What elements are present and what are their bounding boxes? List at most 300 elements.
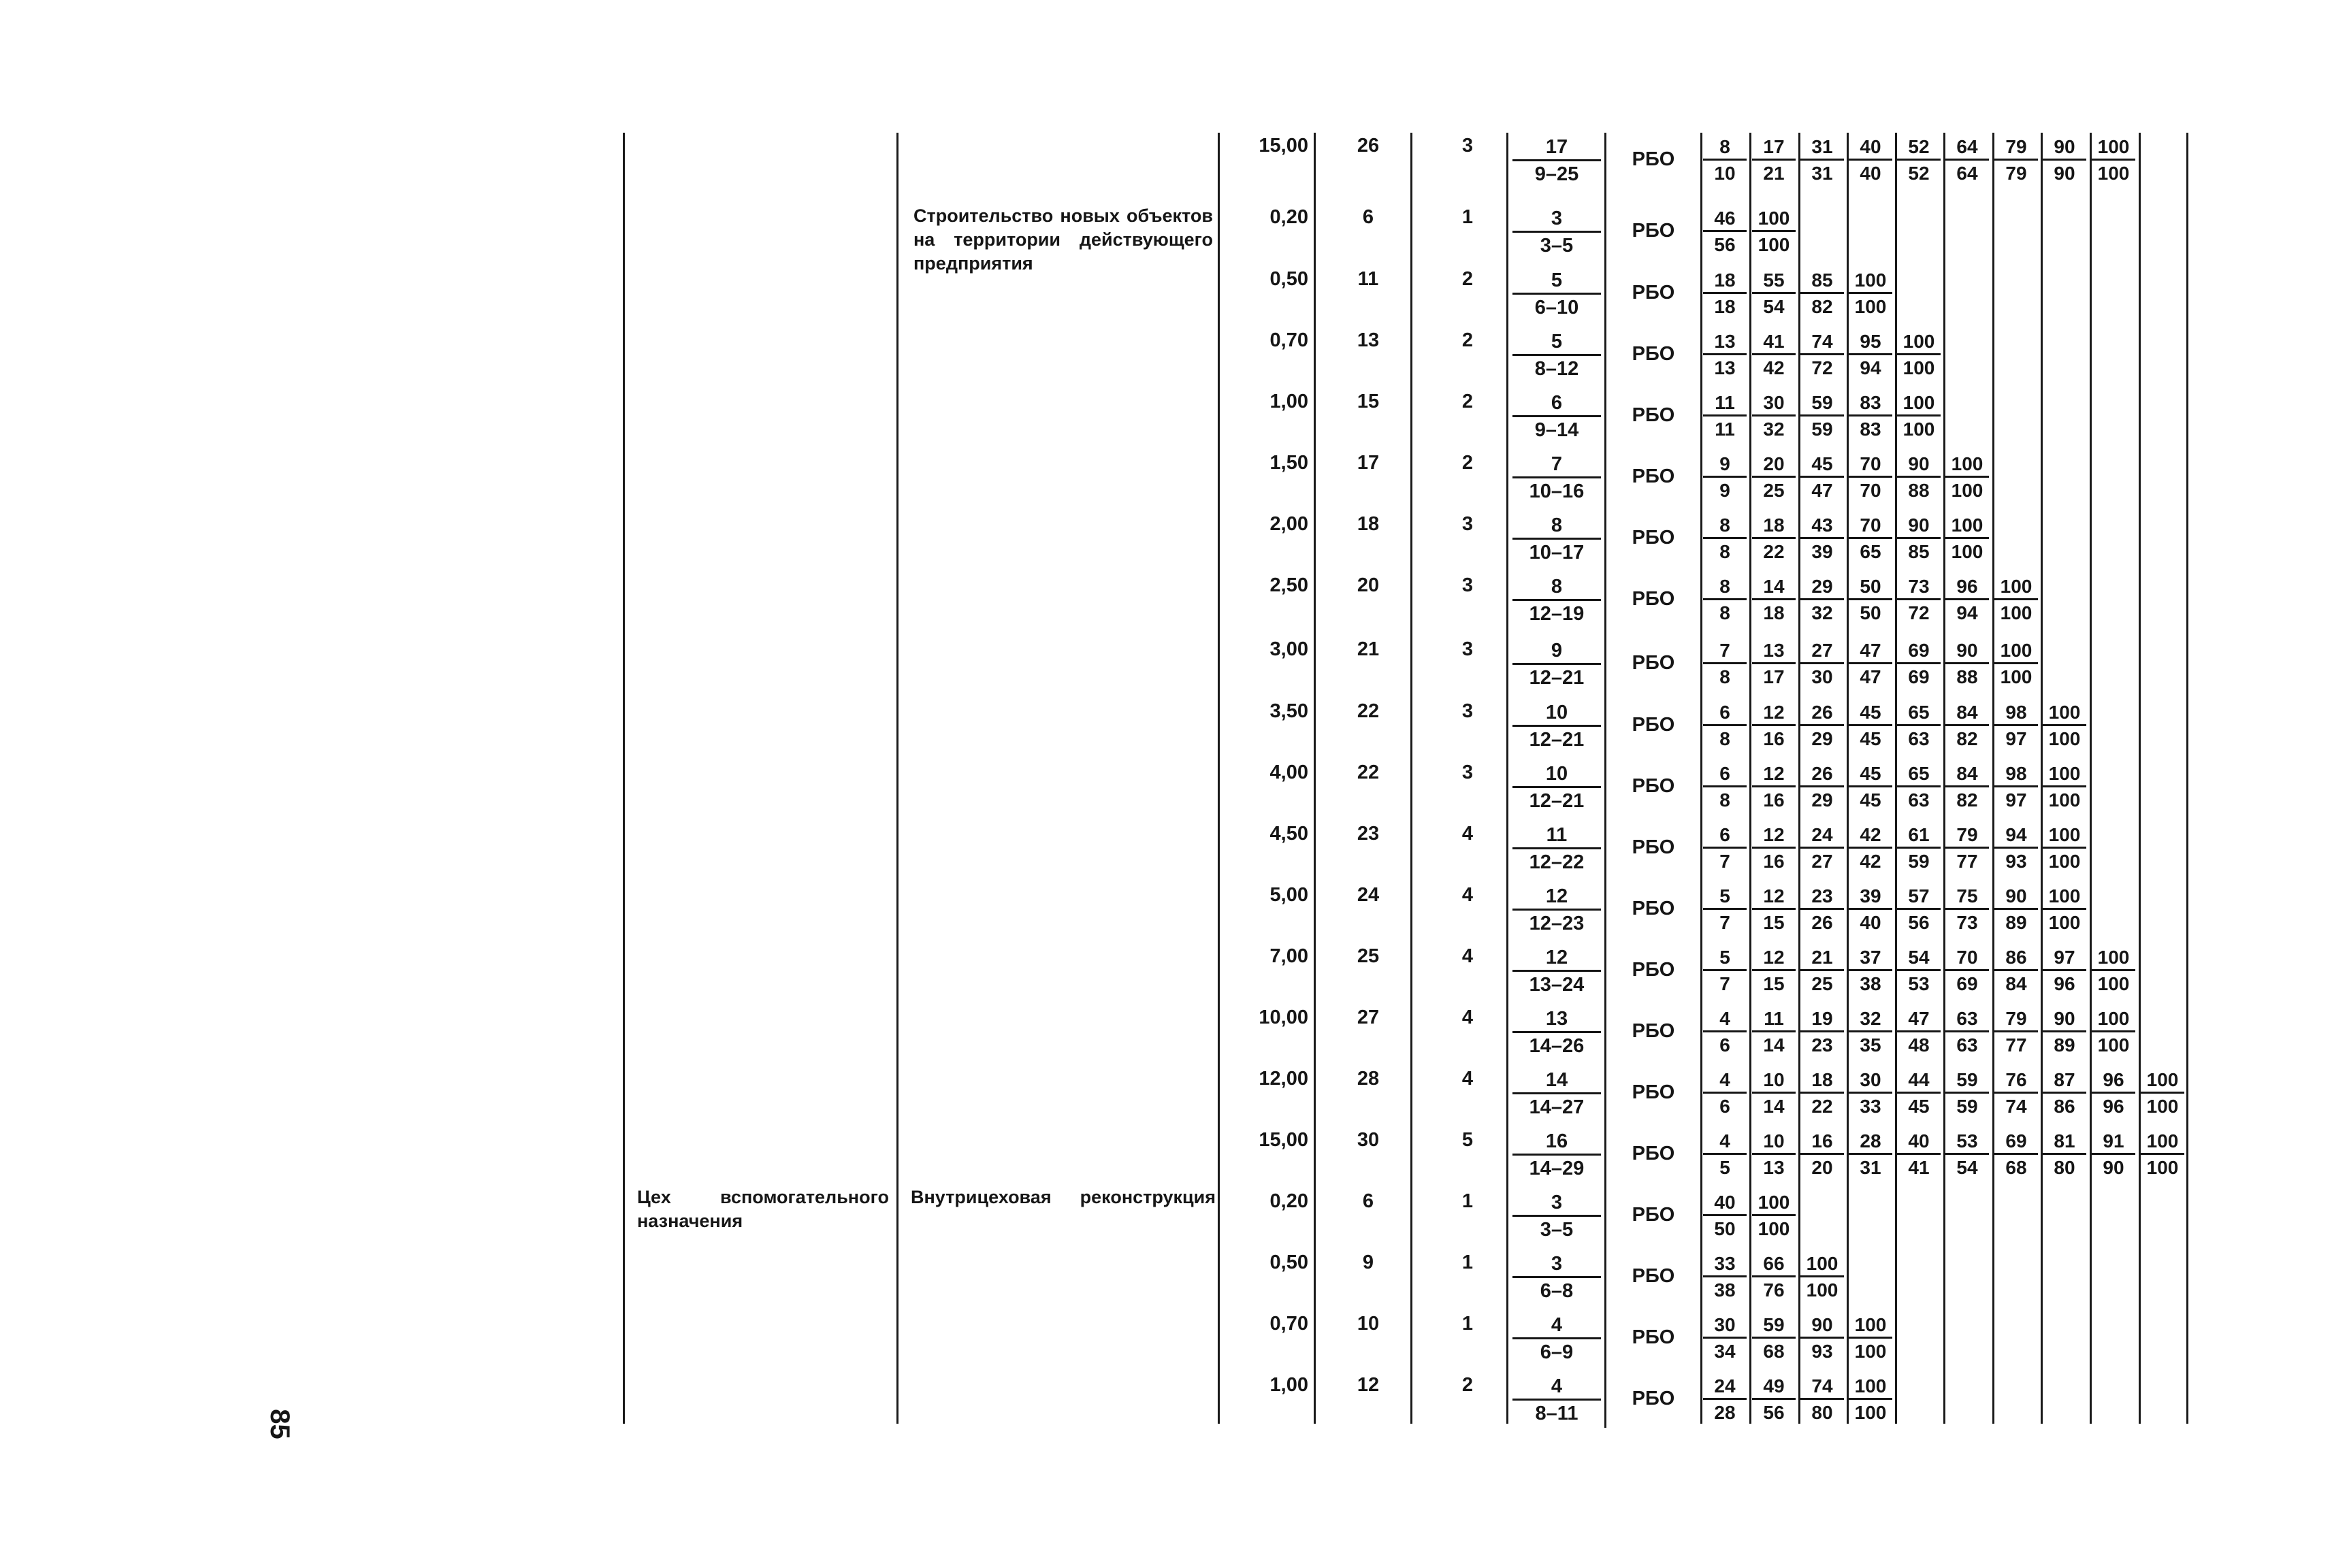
fraction-bar <box>1512 970 1601 972</box>
percent-cell <box>1800 764 1844 810</box>
percent-bottom: 100 <box>2000 602 2033 623</box>
percent-bar <box>1945 662 1989 664</box>
percent-cell <box>1752 393 1796 439</box>
percent-top: 65 <box>1908 763 1930 784</box>
percent-bottom: 29 <box>1811 728 1833 749</box>
rbo-label: РБО <box>1632 1388 1675 1409</box>
percent-bar <box>1703 785 1747 787</box>
duration-value: 23 <box>1357 823 1380 845</box>
percent-bottom: 74 <box>2005 1096 2027 1117</box>
percent-top: 21 <box>1811 947 1833 968</box>
column-rule <box>623 133 625 1424</box>
percent-cell <box>1945 887 1989 932</box>
duration-value: 12 <box>1357 1374 1380 1396</box>
rbo-label: РБО <box>1632 1204 1675 1226</box>
percent-bar <box>1994 662 2038 664</box>
duration-value: 21 <box>1357 638 1380 660</box>
percent-bottom: 31 <box>1811 163 1833 184</box>
percent-cell <box>1897 332 1941 378</box>
percent-top: 44 <box>1908 1069 1930 1090</box>
column-rule <box>896 133 898 1424</box>
percent-top: 8 <box>1719 576 1730 597</box>
percent-top: 11 <box>1764 1008 1784 1029</box>
percent-bar <box>1752 908 1796 910</box>
preparation-period-value: 3 <box>1461 574 1474 596</box>
percent-bar <box>1849 847 1892 849</box>
preparation-period-value: 3 <box>1461 638 1474 660</box>
percent-bottom: 40 <box>1860 163 1881 184</box>
cost-value: 4,50 <box>1269 823 1308 845</box>
percent-top: 70 <box>1860 453 1881 474</box>
percent-bar <box>1849 662 1892 664</box>
percent-cell <box>1752 1193 1796 1239</box>
percent-bar <box>1703 598 1747 600</box>
percent-bar <box>1994 785 2038 787</box>
cost-value: 0,70 <box>1269 1313 1308 1335</box>
duration-value: 28 <box>1357 1068 1380 1090</box>
percent-cell <box>1945 764 1989 810</box>
installation-fraction <box>1512 703 1601 750</box>
percent-top: 13 <box>1714 331 1736 352</box>
percent-bottom: 100 <box>1951 541 1983 562</box>
percent-bar <box>1800 1275 1844 1277</box>
percent-top: 45 <box>1811 453 1833 474</box>
percent-bottom: 100 <box>2097 973 2130 994</box>
percent-bottom: 97 <box>2005 789 2027 811</box>
percent-top: 57 <box>1908 885 1930 906</box>
percent-top: 95 <box>1860 331 1881 352</box>
percent-bottom: 38 <box>1860 973 1881 994</box>
percent-top: 45 <box>1860 763 1881 784</box>
duration-value: 6 <box>1362 206 1374 228</box>
column-rule <box>2186 133 2188 1424</box>
duration-value: 30 <box>1357 1129 1380 1151</box>
percent-bar <box>1945 476 1989 478</box>
percent-top: 30 <box>1860 1069 1881 1090</box>
percent-bar <box>1800 476 1844 478</box>
percent-cell <box>1994 1132 2038 1177</box>
percent-bottom: 6 <box>1719 1096 1730 1117</box>
percent-bottom: 50 <box>1714 1218 1736 1239</box>
percent-cell <box>1800 1132 1844 1177</box>
percent-bottom: 100 <box>1854 296 1887 317</box>
percent-cell <box>1849 516 1892 561</box>
percent-top: 90 <box>1908 453 1930 474</box>
percent-top: 37 <box>1860 947 1881 968</box>
percent-bar <box>1994 724 2038 726</box>
percent-bottom: 31 <box>1860 1157 1881 1178</box>
installation-fraction <box>1512 209 1601 256</box>
percent-bottom: 82 <box>1956 789 1978 811</box>
fraction-denominator: 14–29 <box>1529 1158 1585 1179</box>
percent-bar <box>2043 1030 2086 1032</box>
percent-top: 100 <box>1854 270 1887 291</box>
fraction-bar <box>1512 1031 1601 1033</box>
percent-top: 100 <box>1951 453 1983 474</box>
percent-bar <box>1897 908 1941 910</box>
percent-top: 47 <box>1860 640 1881 661</box>
percent-top: 23 <box>1811 885 1833 906</box>
installation-fraction <box>1512 1132 1601 1179</box>
percent-bar <box>1800 1153 1844 1155</box>
percent-bar <box>1800 353 1844 355</box>
percent-top: 39 <box>1860 885 1881 906</box>
percent-bottom: 77 <box>2005 1034 2027 1056</box>
percent-bottom: 25 <box>1811 973 1833 994</box>
percent-cell <box>1703 641 1747 687</box>
percent-top: 79 <box>1956 824 1978 845</box>
preparation-period-value: 1 <box>1461 206 1474 228</box>
percent-top: 40 <box>1860 136 1881 157</box>
percent-bottom: 8 <box>1719 602 1730 623</box>
fraction-denominator: 12–22 <box>1529 851 1585 873</box>
percent-bottom: 86 <box>2054 1096 2075 1117</box>
percent-cell <box>1897 516 1941 561</box>
rbo-label: РБО <box>1632 775 1675 797</box>
percent-top: 70 <box>1860 514 1881 536</box>
percent-bar <box>1994 1153 2038 1155</box>
cost-value: 2,50 <box>1269 574 1308 596</box>
percent-cell <box>1897 703 1941 749</box>
percent-top: 98 <box>2005 702 2027 723</box>
percent-cell <box>1703 703 1747 749</box>
preparation-period-value: 2 <box>1461 329 1474 351</box>
percent-bar <box>1752 414 1796 416</box>
duration-value: 6 <box>1362 1190 1374 1212</box>
percent-bar <box>1752 1092 1796 1094</box>
percent-cell <box>1945 455 1989 500</box>
percent-cell <box>1703 1071 1747 1116</box>
percent-bottom: 56 <box>1714 234 1736 255</box>
cost-value: 0,20 <box>1269 206 1308 228</box>
percent-top: 27 <box>1811 640 1833 661</box>
percent-bottom: 68 <box>1763 1341 1785 1362</box>
duration-value: 26 <box>1357 135 1380 157</box>
percent-bar <box>1897 1153 1941 1155</box>
percent-bar <box>1752 476 1796 478</box>
percent-bar <box>1752 662 1796 664</box>
percent-bottom: 39 <box>1811 541 1833 562</box>
fraction-numerator: 8 <box>1551 576 1563 598</box>
percent-top: 59 <box>1763 1314 1785 1335</box>
percent-top: 66 <box>1763 1253 1785 1274</box>
percent-cell <box>1945 137 1989 183</box>
percent-cell <box>2092 1071 2135 1116</box>
percent-bottom: 35 <box>1860 1034 1881 1056</box>
preparation-period-value: 3 <box>1461 135 1474 157</box>
percent-bottom: 8 <box>1719 789 1730 811</box>
duration-value: 13 <box>1357 329 1380 351</box>
percent-bar <box>2043 969 2086 971</box>
percent-cell <box>1994 826 2038 871</box>
percent-bottom: 41 <box>1908 1157 1930 1178</box>
percent-cell <box>1849 826 1892 871</box>
percent-bar <box>1945 537 1989 539</box>
fraction-numerator: 12 <box>1545 885 1568 907</box>
percent-cell <box>1994 577 2038 623</box>
percent-bar <box>1703 537 1747 539</box>
percent-bar <box>1703 1153 1747 1155</box>
percent-top: 10 <box>1763 1069 1785 1090</box>
fraction-bar <box>1512 847 1601 849</box>
installation-fraction <box>1512 332 1601 379</box>
rbo-label: РБО <box>1632 714 1675 736</box>
percent-cell <box>1994 948 2038 994</box>
percent-bar <box>1800 1337 1844 1339</box>
percent-bar <box>1849 414 1892 416</box>
percent-top: 83 <box>1860 392 1881 413</box>
percent-top: 26 <box>1811 702 1833 723</box>
rbo-label: РБО <box>1632 1020 1675 1042</box>
percent-cell <box>1945 516 1989 561</box>
fraction-numerator: 7 <box>1551 453 1563 475</box>
percent-top: 74 <box>1811 1375 1833 1396</box>
percent-cell <box>1849 577 1892 623</box>
percent-bar <box>1703 969 1747 971</box>
fraction-bar <box>1512 159 1601 161</box>
percent-bar <box>1945 1092 1989 1094</box>
preparation-period-value: 5 <box>1461 1129 1474 1151</box>
percent-bottom: 20 <box>1811 1157 1833 1178</box>
preparation-period-value: 1 <box>1461 1313 1474 1335</box>
percent-bar <box>1994 598 2038 600</box>
percent-cell <box>1945 1132 1989 1177</box>
duration-value: 25 <box>1357 945 1380 967</box>
percent-bottom: 13 <box>1714 357 1736 378</box>
percent-cell <box>2043 948 2086 994</box>
percent-bar <box>1849 292 1892 294</box>
percent-top: 96 <box>2103 1069 2124 1090</box>
percent-bottom: 33 <box>1860 1096 1881 1117</box>
percent-bottom: 100 <box>2048 789 2081 811</box>
percent-bar <box>2092 1153 2135 1155</box>
percent-cell <box>1752 209 1796 255</box>
percent-bottom: 42 <box>1763 357 1785 378</box>
percent-bottom: 70 <box>1860 480 1881 501</box>
percent-top: 19 <box>1811 1008 1833 1029</box>
percent-bottom: 45 <box>1860 789 1881 811</box>
percent-top: 13 <box>1763 640 1785 661</box>
percent-bottom: 28 <box>1714 1402 1736 1423</box>
percent-bar <box>1800 908 1844 910</box>
percent-top: 54 <box>1908 947 1930 968</box>
percent-cell <box>1800 393 1844 439</box>
percent-cell <box>1752 826 1796 871</box>
percent-bar <box>1897 598 1941 600</box>
percent-bottom: 7 <box>1719 973 1730 994</box>
percent-bar <box>1800 969 1844 971</box>
percent-bar <box>1752 159 1796 161</box>
percent-cell <box>1752 703 1796 749</box>
percent-bottom: 40 <box>1860 912 1881 933</box>
duration-value: 22 <box>1357 700 1380 722</box>
rbo-label: РБО <box>1632 404 1675 426</box>
percent-bottom: 77 <box>1956 851 1978 872</box>
percent-top: 18 <box>1811 1069 1833 1090</box>
percent-cell <box>1752 577 1796 623</box>
percent-cell <box>1897 137 1941 183</box>
percent-cell <box>2043 1071 2086 1116</box>
percent-top: 81 <box>2054 1130 2075 1152</box>
percent-top: 100 <box>1902 331 1935 352</box>
percent-cell <box>2043 764 2086 810</box>
percent-bar <box>1800 847 1844 849</box>
percent-bottom: 80 <box>1811 1402 1833 1423</box>
rbo-label: РБО <box>1632 1143 1675 1164</box>
percent-bottom: 13 <box>1763 1157 1785 1178</box>
percent-cell <box>1945 948 1989 994</box>
percent-top: 100 <box>2097 136 2130 157</box>
fraction-bar <box>1512 786 1601 788</box>
percent-cell <box>1800 1071 1844 1116</box>
percent-top: 100 <box>1951 514 1983 536</box>
percent-bottom: 8 <box>1719 666 1730 687</box>
duration-value: 15 <box>1357 391 1380 412</box>
percent-cell <box>1703 1316 1747 1361</box>
percent-bottom: 96 <box>2054 973 2075 994</box>
percent-bottom: 100 <box>1854 1402 1887 1423</box>
percent-top: 100 <box>2097 947 2130 968</box>
preparation-period-value: 3 <box>1461 762 1474 783</box>
percent-bar <box>2043 159 2086 161</box>
percent-bottom: 32 <box>1811 602 1833 623</box>
percent-top: 6 <box>1719 702 1730 723</box>
percent-bar <box>1703 476 1747 478</box>
percent-bottom: 97 <box>2005 728 2027 749</box>
percent-cell <box>1752 271 1796 316</box>
percent-top: 96 <box>1956 576 1978 597</box>
percent-bottom: 56 <box>1763 1402 1785 1423</box>
percent-bottom: 5 <box>1719 1157 1730 1178</box>
cost-value: 5,00 <box>1269 884 1308 906</box>
fraction-denominator: 12–19 <box>1529 603 1585 625</box>
percent-top: 79 <box>2005 1008 2027 1029</box>
percent-top: 90 <box>1956 640 1978 661</box>
percent-bar <box>1800 662 1844 664</box>
percent-top: 7 <box>1719 640 1730 661</box>
percent-cell <box>1897 393 1941 439</box>
percent-top: 40 <box>1908 1130 1930 1152</box>
percent-top: 46 <box>1714 208 1736 229</box>
percent-top: 30 <box>1763 392 1785 413</box>
percent-bar <box>1897 847 1941 849</box>
percent-bar <box>1703 353 1747 355</box>
percent-bar <box>1800 1030 1844 1032</box>
percent-bottom: 89 <box>2054 1034 2075 1056</box>
percent-cell <box>1800 271 1844 316</box>
percent-bottom: 88 <box>1956 666 1978 687</box>
percent-bar <box>1945 724 1989 726</box>
column-rule <box>2090 133 2092 1424</box>
fraction-numerator: 13 <box>1545 1008 1568 1030</box>
fraction-bar <box>1512 599 1601 601</box>
percent-bar <box>2092 1092 2135 1094</box>
percent-bottom: 54 <box>1763 296 1785 317</box>
percent-bottom: 100 <box>2048 912 2081 933</box>
percent-cell <box>1800 137 1844 183</box>
percent-cell <box>1849 455 1892 500</box>
installation-fraction <box>1512 455 1601 502</box>
fraction-denominator: 8–11 <box>1535 1403 1578 1424</box>
percent-top: 90 <box>2054 136 2075 157</box>
cost-value: 12,00 <box>1259 1068 1308 1090</box>
cost-value: 0,50 <box>1269 1252 1308 1273</box>
percent-bottom: 9 <box>1719 480 1730 501</box>
percent-bottom: 63 <box>1956 1034 1978 1056</box>
rbo-label: РБО <box>1632 1326 1675 1348</box>
percent-bottom: 90 <box>2054 163 2075 184</box>
rbo-label: РБО <box>1632 343 1675 365</box>
percent-top: 100 <box>1758 208 1790 229</box>
fraction-bar <box>1512 538 1601 540</box>
percent-top: 64 <box>1956 136 1978 157</box>
duration-value: 10 <box>1357 1313 1380 1335</box>
percent-cell <box>1703 1254 1747 1300</box>
percent-bar <box>1897 785 1941 787</box>
percent-bottom: 6 <box>1719 1034 1730 1056</box>
fraction-denominator: 8–12 <box>1534 358 1579 380</box>
percent-bottom: 100 <box>1951 480 1983 501</box>
percent-bar <box>1752 785 1796 787</box>
percent-cell <box>1752 1009 1796 1055</box>
percent-bar <box>1945 969 1989 971</box>
percent-cell <box>1752 641 1796 687</box>
percent-bottom: 68 <box>2005 1157 2027 1178</box>
fraction-numerator: 8 <box>1551 514 1563 536</box>
installation-fraction <box>1512 1009 1601 1056</box>
percent-top: 53 <box>1956 1130 1978 1152</box>
percent-top: 100 <box>1854 1375 1887 1396</box>
duration-value: 17 <box>1357 452 1380 474</box>
fraction-numerator: 5 <box>1551 270 1563 291</box>
percent-cell <box>2141 1132 2184 1177</box>
percent-top: 90 <box>2054 1008 2075 1029</box>
percent-bar <box>2092 969 2135 971</box>
page-number: 85 <box>264 1409 295 1439</box>
percent-top: 73 <box>1908 576 1930 597</box>
percent-bar <box>1800 1398 1844 1400</box>
percent-cell <box>1849 271 1892 316</box>
rbo-label: РБО <box>1632 1081 1675 1103</box>
percent-top: 40 <box>1714 1192 1736 1213</box>
percent-bar <box>1994 1030 2038 1032</box>
fraction-denominator: 10–17 <box>1529 542 1585 564</box>
preparation-period-value: 1 <box>1461 1190 1474 1212</box>
percent-bar <box>1752 1214 1796 1216</box>
rbo-label: РБО <box>1632 836 1675 858</box>
percent-cell <box>1897 641 1941 687</box>
percent-bottom: 100 <box>2146 1096 2179 1117</box>
fraction-numerator: 9 <box>1551 640 1563 662</box>
percent-bottom: 22 <box>1763 541 1785 562</box>
installation-fraction <box>1512 826 1601 872</box>
percent-top: 70 <box>1956 947 1978 968</box>
percent-bottom: 72 <box>1811 357 1833 378</box>
percent-bar <box>1897 159 1941 161</box>
percent-top: 90 <box>2005 885 2027 906</box>
percent-cell <box>2043 703 2086 749</box>
percent-top: 26 <box>1811 763 1833 784</box>
installation-fraction <box>1512 393 1601 440</box>
percent-top: 100 <box>1806 1253 1839 1274</box>
fraction-bar <box>1512 415 1601 417</box>
cost-value: 1,00 <box>1269 1374 1308 1396</box>
percent-bar <box>1849 598 1892 600</box>
percent-top: 43 <box>1811 514 1833 536</box>
duration-value: 18 <box>1357 513 1380 535</box>
percent-bottom: 84 <box>2005 973 2027 994</box>
installation-fraction <box>1512 1071 1601 1117</box>
